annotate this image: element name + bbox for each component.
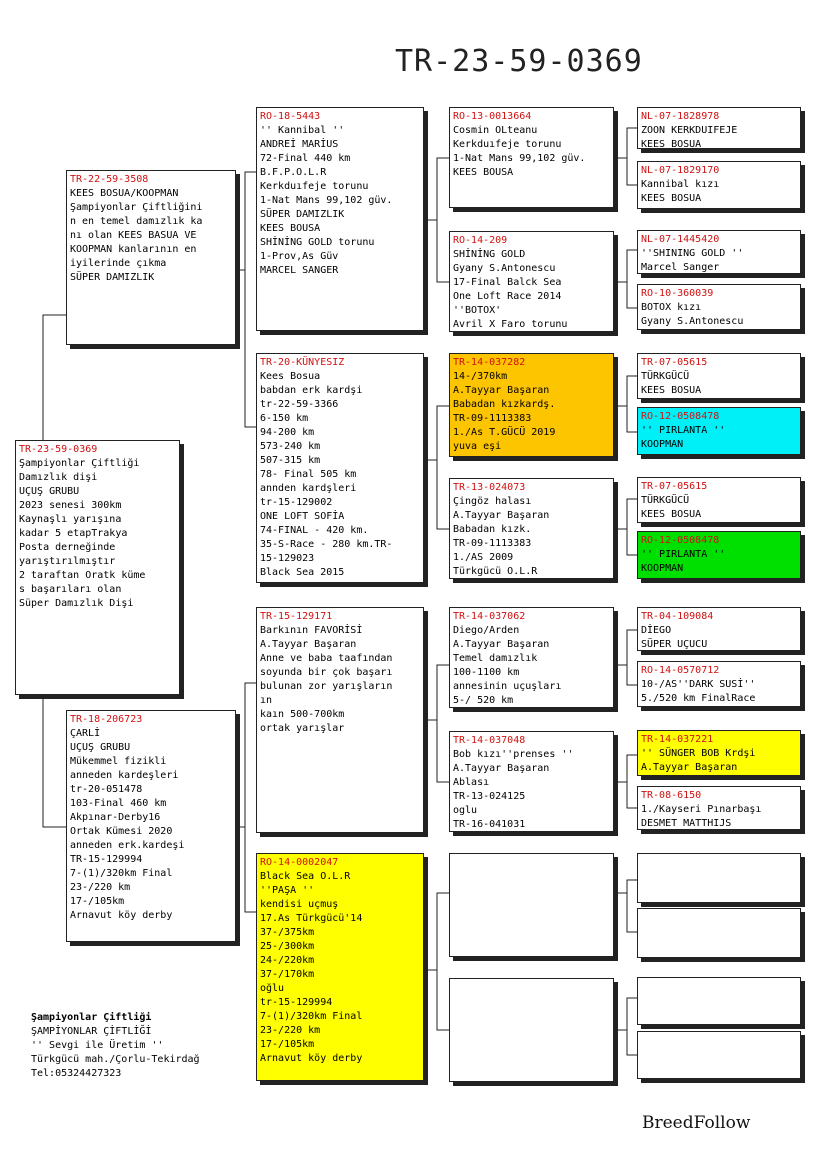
- breeder-line: '' Sevgi ile Üretim '': [31, 1040, 164, 1051]
- pigeon-info-line: 23-/220 km: [260, 1025, 321, 1036]
- pigeon-info-line: 7-(1)/320km Final: [70, 868, 173, 879]
- pigeon-info-line: 37-/170km: [260, 969, 315, 980]
- pigeon-info-line: annesinin uçuşları: [453, 681, 562, 692]
- pigeon-info-line: Avril X Faro torunu: [453, 319, 568, 330]
- pigeon-info-line: A.Tayyar Başaran: [260, 639, 357, 650]
- pigeon-info-line: tr-15-129002: [260, 497, 333, 508]
- pigeon-info-line: oglu: [453, 805, 478, 816]
- pigeon-info-line: 507-315 km: [260, 455, 321, 466]
- ring-number: RO-13-0013664: [453, 111, 532, 122]
- pigeon-info-line: 2 taraftan Oratk küme: [19, 570, 146, 581]
- pigeon-card-g10: [637, 661, 801, 707]
- breeder-info: [31, 1011, 200, 1081]
- pigeon-info-line: Kees Bosua: [260, 371, 321, 382]
- pigeon-info-line: Black Sea 2015: [260, 567, 345, 578]
- pigeon-card-g6: [637, 407, 801, 455]
- pigeon-info-line: ın: [260, 695, 273, 706]
- pigeon-info-line: 17-/105km: [260, 1039, 315, 1050]
- pigeon-info-line: Kerkduıfeje torunu: [453, 139, 562, 150]
- ring-number: TR-14-037048: [453, 735, 526, 746]
- ring-number: RO-10-360039: [641, 288, 714, 299]
- pigeon-info-line: 7-(1)/320km Final: [260, 1011, 363, 1022]
- pigeon-info-line: Marcel Sanger: [641, 262, 720, 273]
- pigeon-info-line: Babadan kızkardş.: [453, 399, 556, 410]
- pigeon-info-line: 5./520 km FinalRace: [641, 693, 756, 704]
- pigeon-info-line: 17-Final Balck Sea: [453, 277, 562, 288]
- pigeon-info-line: 15-129023: [260, 553, 315, 564]
- ring-number: TR-22-59-3508: [70, 174, 149, 185]
- pigeon-info-line: yuva eşi: [453, 441, 502, 452]
- pigeon-info-line: ''PAŞA '': [260, 885, 315, 896]
- pigeon-info-line: 17-/105km: [70, 896, 125, 907]
- pigeon-card-sd: [256, 353, 424, 583]
- pigeon-info-line: TÜRKGÜCÜ: [641, 495, 690, 506]
- pigeon-info-line: Türkgücü O.L.R: [453, 566, 538, 577]
- pigeon-info-line: TR-16-041031: [453, 819, 526, 830]
- pigeon-info-line: Kannibal kızı: [641, 179, 720, 190]
- pigeon-card-g3: [637, 230, 801, 274]
- ring-number: TR-23-59-0369: [19, 444, 98, 455]
- pigeon-info-line: Gyany S.Antonescu: [641, 316, 744, 327]
- pigeon-info-line: UÇUŞ GRUBU: [70, 742, 131, 753]
- breeder-name: Şampiyonlar Çiftliği: [31, 1012, 152, 1023]
- pigeon-info-line: Temel damızlık: [453, 653, 538, 664]
- pigeon-card-sds: [449, 353, 614, 457]
- pigeon-info-line: s başarıları olan: [19, 584, 122, 595]
- pigeon-info-line: 74-FINAL - 420 km.: [260, 525, 369, 536]
- pigeon-info-line: kadar 5 etapTrakya: [19, 528, 128, 539]
- pigeon-info-line: 25-/300km: [260, 941, 315, 952]
- breeder-line: ŞAMPİYONLAR ÇİFTLİĞİ: [31, 1026, 152, 1037]
- pigeon-info-line: Mükemmel fizikli: [70, 756, 167, 767]
- pigeon-info-line: 72-Final 440 km: [260, 153, 351, 164]
- pigeon-info-line: 1-Nat Mans 99,102 güv.: [453, 153, 586, 164]
- pigeon-card-ds: [256, 607, 424, 833]
- pigeon-info-line: '' PIRLANTA '': [641, 549, 726, 560]
- pigeon-info-line: DİEGO: [641, 625, 672, 636]
- pigeon-card-sire: [66, 170, 236, 345]
- pigeon-card-g7: [637, 477, 801, 523]
- pigeon-info-line: Babadan kızk.: [453, 524, 532, 535]
- ring-number: TR-08-6150: [641, 790, 702, 801]
- pigeon-card-dds: [449, 853, 614, 957]
- pigeon-info-line: tr-20-051478: [70, 784, 143, 795]
- pigeon-info-line: A.Tayyar Başaran: [453, 763, 550, 774]
- pigeon-info-line: 94-200 km: [260, 427, 315, 438]
- pigeon-info-line: babdan erk kardşi: [260, 385, 363, 396]
- pigeon-info-line: annden kardşleri: [260, 483, 357, 494]
- pigeon-card-sss: [449, 107, 614, 208]
- pigeon-info-line: n en temel damızlık ka: [70, 216, 203, 227]
- pigeon-info-line: anneden erk.kardeşi: [70, 840, 185, 851]
- pigeon-card-g12: [637, 786, 801, 830]
- ring-number: NL-07-1445420: [641, 234, 720, 245]
- ring-number: TR-13-024073: [453, 482, 526, 493]
- pigeon-info-line: tr-22-59-3366: [260, 399, 339, 410]
- pigeon-info-line: '' PIRLANTA '': [641, 425, 726, 436]
- pigeon-info-line: ortak yarışlar: [260, 723, 345, 734]
- pigeon-info-line: KOOPMAN: [641, 563, 684, 574]
- pigeon-info-line: ZOON KERKDUIFEJE: [641, 125, 738, 136]
- pigeon-info-line: 1./AS 2009: [453, 552, 514, 563]
- pigeon-card-g11: [637, 730, 801, 776]
- pigeon-info-line: 2023 senesi 300km: [19, 500, 122, 511]
- pigeon-card-root: [15, 440, 180, 695]
- pigeon-info-line: Ortak Kümesi 2020: [70, 826, 173, 837]
- pigeon-info-line: A.Tayyar Başaran: [453, 639, 550, 650]
- pigeon-info-line: 23-/220 km: [70, 882, 131, 893]
- pigeon-card-g16: [637, 1031, 801, 1079]
- pigeon-info-line: Ablası: [453, 777, 490, 788]
- pigeon-info-line: TR-09-1113383: [453, 413, 532, 424]
- pigeon-info-line: 1-Prov,As Güv: [260, 251, 339, 262]
- pigeon-info-line: SÜPER DAMIZLIK: [70, 272, 155, 283]
- pigeon-card-g9: [637, 607, 801, 651]
- pigeon-card-g4: [637, 284, 801, 330]
- pigeon-info-line: Arnavut köy derby: [70, 910, 173, 921]
- pigeon-info-line: A.Tayyar Başaran: [453, 385, 550, 396]
- breeder-line: Türkgücü mah./Çorlu-Tekirdağ: [31, 1054, 200, 1065]
- pigeon-info-line: KEES BOSUA: [641, 385, 702, 396]
- pigeon-info-line: Kaynaşlı yarışına: [19, 514, 122, 525]
- pigeon-info-line: 10-/AS''DARK SUSİ'': [641, 679, 756, 690]
- pigeon-info-line: '' SÜNGER BOB Krdşi: [641, 748, 756, 759]
- pigeon-info-line: KEES BOSUA/KOOPMAN: [70, 188, 179, 199]
- pigeon-card-dsd: [449, 731, 614, 832]
- pigeon-info-line: Diego/Arden: [453, 625, 520, 636]
- ring-number: RO-18-5443: [260, 111, 321, 122]
- pigeon-info-line: ''SHINING GOLD '': [641, 248, 744, 259]
- pigeon-info-line: 14-/370km: [453, 371, 508, 382]
- pigeon-info-line: B.F.P.O.L.R: [260, 167, 327, 178]
- pigeon-info-line: 24-/220km: [260, 955, 315, 966]
- pigeon-card-ssd: [449, 231, 614, 332]
- ring-number: TR-18-206723: [70, 714, 143, 725]
- pigeon-info-line: 573-240 km: [260, 441, 321, 452]
- pigeon-info-line: Çingöz halası: [453, 496, 532, 507]
- ring-number: RO-14-209: [453, 235, 508, 246]
- pigeon-info-line: KEES BOSUA: [641, 509, 702, 520]
- pigeon-info-line: Anne ve baba taafından: [260, 653, 393, 664]
- pigeon-info-line: ''BOTOX': [453, 305, 502, 316]
- ring-number: TR-14-037221: [641, 734, 714, 745]
- pigeon-info-line: A.Tayyar Başaran: [641, 762, 738, 773]
- pigeon-info-line: TR-09-1113383: [453, 538, 532, 549]
- pigeon-info-line: KEES BOSUA: [641, 139, 702, 149]
- pigeon-info-line: SHİNİNG GOLD: [453, 249, 526, 260]
- pigeon-info-line: soyunda bir çok başarı: [260, 667, 393, 678]
- pigeon-info-line: Şampiyonlar Çiftliği: [19, 458, 140, 469]
- pigeon-info-line: UÇUŞ GRUBU: [19, 486, 80, 497]
- ring-number: TR-04-109084: [641, 611, 714, 622]
- ring-number: TR-20-KÜNYESIZ: [260, 357, 345, 368]
- pigeon-info-line: TÜRKGÜCÜ: [641, 371, 690, 382]
- pigeon-card-g1: [637, 107, 801, 149]
- pigeon-info-line: tr-15-129994: [260, 997, 333, 1008]
- pigeon-info-line: ANDREİ MARİUS: [260, 139, 339, 150]
- pigeon-info-line: Kerkduıfeje torunu: [260, 181, 369, 192]
- pigeon-info-line: 37-/375km: [260, 927, 315, 938]
- pedigree-title: TR-23-59-0369: [395, 44, 643, 79]
- ring-number: RO-14-0570712: [641, 665, 720, 676]
- ring-number: RO-12-0508478: [641, 411, 720, 422]
- pigeon-card-dss: [449, 607, 614, 708]
- pigeon-info-line: Süper Damızlık Dişi: [19, 598, 134, 609]
- pigeon-card-dd: [256, 853, 424, 1081]
- pigeon-info-line: Gyany S.Antonescu: [453, 263, 556, 274]
- pigeon-info-line: oğlu: [260, 983, 285, 994]
- pigeon-card-g13: [637, 853, 801, 903]
- pigeon-info-line: KEES BOSUA: [641, 193, 702, 204]
- pigeon-info-line: bulunan zor yarışların: [260, 681, 393, 692]
- pigeon-info-line: Akpınar-Derby16: [70, 812, 161, 823]
- pigeon-info-line: 100-1100 km: [453, 667, 520, 678]
- ring-number: NL-07-1829170: [641, 165, 720, 176]
- pigeon-info-line: yarıştırılmıştır: [19, 556, 116, 567]
- pigeon-info-line: 35-S-Race - 280 km.TR-: [260, 539, 393, 550]
- breeder-line: Tel:05324427323: [31, 1068, 122, 1079]
- pigeon-info-line: Bob kızı''prenses '': [453, 749, 574, 760]
- pigeon-card-ddd: [449, 978, 614, 1082]
- pigeon-info-line: 78- Final 505 km: [260, 469, 357, 480]
- pigeon-info-line: KOOPMAN: [641, 439, 684, 450]
- pigeon-info-line: KEES BOUSA: [260, 223, 321, 234]
- pigeon-card-sdd: [449, 478, 614, 579]
- ring-number: TR-14-037062: [453, 611, 526, 622]
- pigeon-info-line: Posta derneğinde: [19, 542, 116, 553]
- pigeon-info-line: BOTOX kızı: [641, 302, 702, 313]
- pigeon-info-line: MARCEL SANGER: [260, 265, 339, 276]
- pigeon-info-line: kendisi uçmuş: [260, 899, 339, 910]
- pigeon-info-line: Barkının FAVORİSİ: [260, 625, 363, 636]
- pigeon-info-line: 1./Kayseri Pınarbaşı: [641, 804, 762, 815]
- pigeon-info-line: One Loft Race 2014: [453, 291, 562, 302]
- pigeon-info-line: ONE LOFT SOFİA: [260, 511, 345, 522]
- ring-number: RO-14-0002047: [260, 857, 339, 868]
- pigeon-info-line: Şampiyonlar Çiftliğini: [70, 202, 203, 213]
- pigeon-info-line: KOOPMAN kanlarının en: [70, 244, 197, 255]
- pigeon-info-line: anneden kardeşleri: [70, 770, 179, 781]
- pigeon-info-line: SHİNİNG GOLD torunu: [260, 237, 375, 248]
- pigeon-info-line: TR-15-129994: [70, 854, 143, 865]
- ring-number: RO-12-0508478: [641, 535, 720, 546]
- pigeon-info-line: A.Tayyar Başaran: [453, 510, 550, 521]
- pigeon-info-line: SÜPER DAMIZLIK: [260, 209, 345, 220]
- pigeon-info-line: ÇARLİ: [70, 728, 101, 739]
- pigeon-info-line: kaın 500-700km: [260, 709, 345, 720]
- pigeon-info-line: 6-150 km: [260, 413, 309, 424]
- pigeon-info-line: nı olan KEES BASUA VE: [70, 230, 197, 241]
- pigeon-info-line: DESMET MATTHIJS: [641, 818, 732, 829]
- ring-number: TR-14-037282: [453, 357, 526, 368]
- pigeon-info-line: 103-Final 460 km: [70, 798, 167, 809]
- ring-number: TR-07-05615: [641, 481, 708, 492]
- pigeon-card-g5: [637, 353, 801, 399]
- pigeon-info-line: 5-/ 520 km: [453, 695, 514, 706]
- pigeon-card-ss: [256, 107, 424, 331]
- pigeon-info-line: 1-Nat Mans 99,102 güv.: [260, 195, 393, 206]
- pigeon-info-line: Arnavut köy derby: [260, 1053, 363, 1064]
- pigeon-info-line: Damızlık dişi: [19, 472, 98, 483]
- ring-number: NL-07-1828978: [641, 111, 720, 122]
- pigeon-info-line: TR-13-024125: [453, 791, 526, 802]
- pigeon-card-g15: [637, 977, 801, 1025]
- pigeon-card-g2: [637, 161, 801, 209]
- pigeon-info-line: SÜPER UÇUCU: [641, 639, 708, 650]
- pigeon-card-g8: [637, 531, 801, 579]
- pigeon-info-line: Cosmin OLteanu: [453, 125, 538, 136]
- pigeon-info-line: 1./As T.GÜCÜ 2019: [453, 427, 556, 438]
- pigeon-info-line: KEES BOUSA: [453, 167, 514, 178]
- pigeon-info-line: 17.As Türkgücü'14: [260, 913, 363, 924]
- ring-number: TR-07-05615: [641, 357, 708, 368]
- pigeon-card-g14: [637, 908, 801, 958]
- pigeon-info-line: Black Sea O.L.R: [260, 871, 351, 882]
- pigeon-info-line: iyilerinde çıkma: [70, 258, 167, 269]
- brand-logo-text: BreedFollow: [642, 1113, 751, 1133]
- ring-number: TR-15-129171: [260, 611, 333, 622]
- pigeon-card-dam: [66, 710, 236, 942]
- pigeon-info-line: '' Kannibal '': [260, 125, 345, 136]
